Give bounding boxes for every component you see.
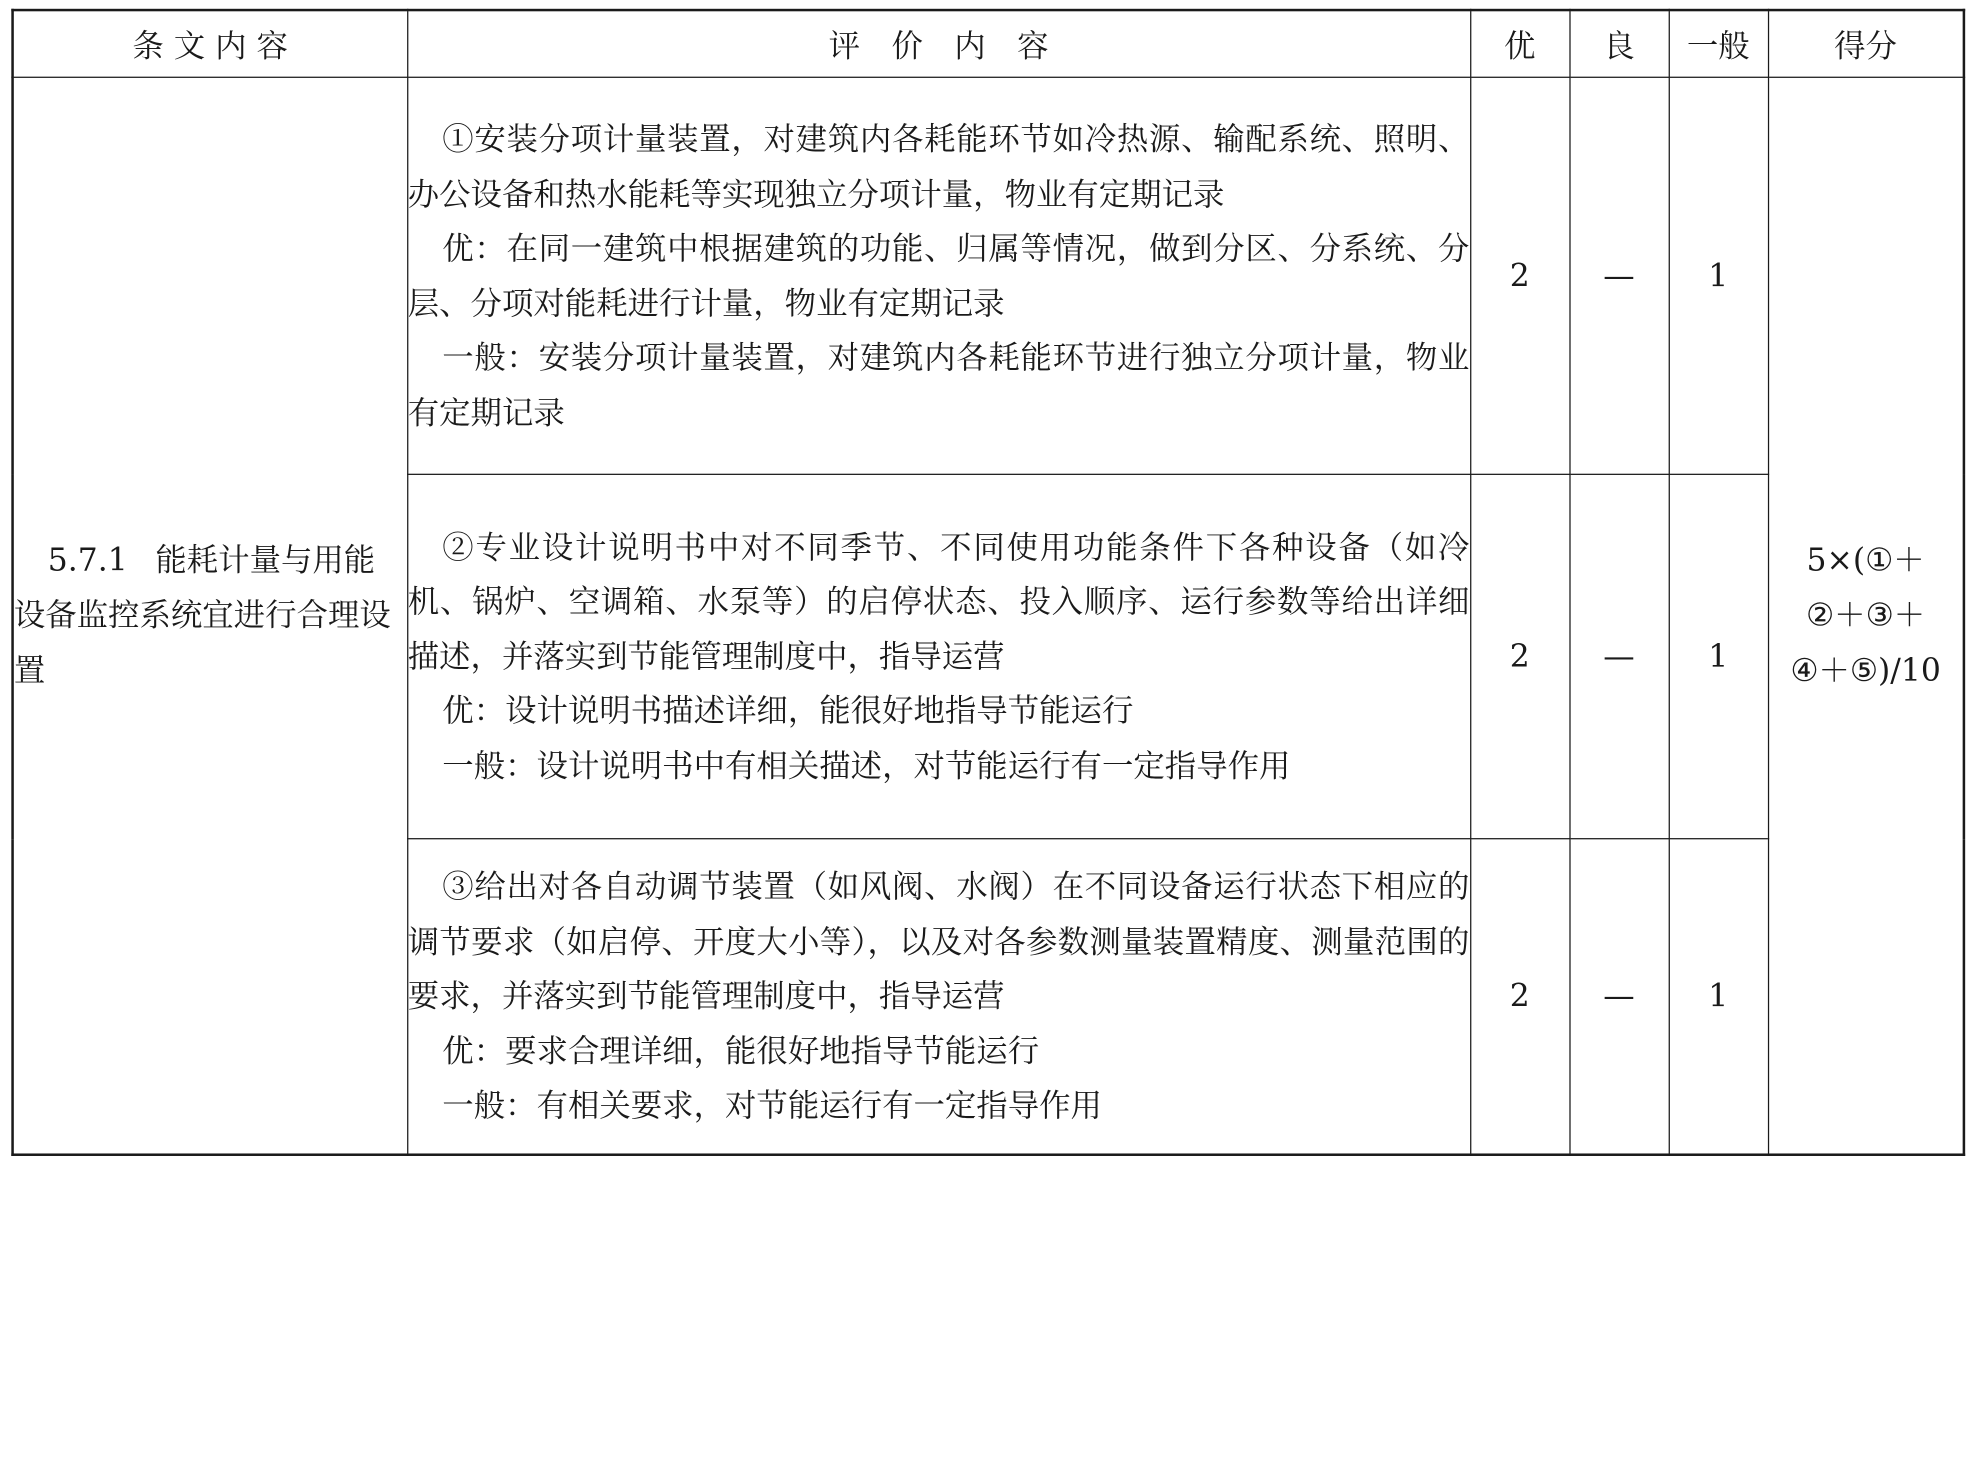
header-evaluation: 评 价 内 容 — [407, 10, 1470, 77]
item-3-excellent-text: 优：要求合理详细，能很好地指导节能运行 — [442, 1032, 1040, 1069]
item-2-excellent-text: 优：设计说明书描述详细，能很好地指导节能运行 — [442, 692, 1134, 730]
table-row — [13, 77, 1964, 474]
header-clause: 条 文 内 容 — [13, 10, 408, 77]
total-score-formula — [1768, 77, 1964, 1154]
item-2-good-score: — — [1569, 474, 1668, 838]
item-3-evaluation — [407, 839, 1470, 1154]
item-1-evaluation — [407, 77, 1470, 474]
item-1-average-text: 一般：安装分项计量装置，对建筑内各耗能环节进行独立分项计量，物业有定期记录 — [407, 339, 1470, 431]
item-3-average-score: 1 — [1669, 839, 1768, 1154]
item-2-description: ②专业设计说明书中对不同季节、不同使用功能条件下各种设备（如冷机、锅炉、空调箱、水泵等）的启停状态、投入顺序、运行参数等给出详细描述，并落实到节能管理制度中，指导运营 — [407, 528, 1470, 675]
clause-text: 能耗计量与用能设备监控系统宜进行合理设置 — [13, 541, 391, 689]
formula-line-1: 5×(①＋ — [1806, 541, 1925, 578]
item-2-excellent-score: 2 — [1470, 474, 1569, 838]
item-1-excellent-text: 优：在同一建筑中根据建筑的功能、归属等情况，做到分区、分系统、分层、分项对能耗进行计量，物业有定期记录 — [407, 229, 1470, 322]
item-1-average-score: 1 — [1669, 77, 1768, 474]
formula-line-2: ②＋③＋ — [1806, 596, 1926, 633]
item-1-good-score: — — [1569, 77, 1668, 474]
header-average: 一般 — [1669, 10, 1768, 77]
item-2-evaluation — [407, 474, 1470, 838]
clause-cell — [13, 77, 408, 1154]
header-excellent: 优 — [1470, 10, 1569, 77]
evaluation-table — [11, 9, 1965, 1156]
item-1-excellent-score: 2 — [1470, 77, 1569, 474]
formula-line-3: ④＋⑤)/10 — [1790, 651, 1941, 689]
item-3-average-text: 一般：有相关要求，对节能运行有一定指导作用 — [442, 1086, 1102, 1124]
header-good: 良 — [1569, 10, 1668, 77]
clause-number: 5.7.1 — [47, 541, 128, 578]
header-row — [13, 10, 1964, 77]
item-3-excellent-score: 2 — [1470, 839, 1569, 1154]
item-1-description: ①安装分项计量装置，对建筑内各耗能环节如冷热源、输配系统、照明、办公设备和热水能耗等实现独立分项计量，物业有定期记录 — [407, 120, 1470, 212]
item-3-description: ③给出对各自动调节装置（如风阀、水阀）在不同设备运行状态下相应的调节要求（如启停、开度大小等），以及对各参数测量装置精度、测量范围的要求，并落实到节能管理制度中，指导运营 — [407, 868, 1470, 1014]
item-2-average-score: 1 — [1669, 474, 1768, 838]
item-2-average-text: 一般：设计说明书中有相关描述，对节能运行有一定指导作用 — [442, 747, 1291, 784]
header-score: 得分 — [1768, 10, 1964, 77]
item-3-good-score: — — [1569, 839, 1668, 1154]
